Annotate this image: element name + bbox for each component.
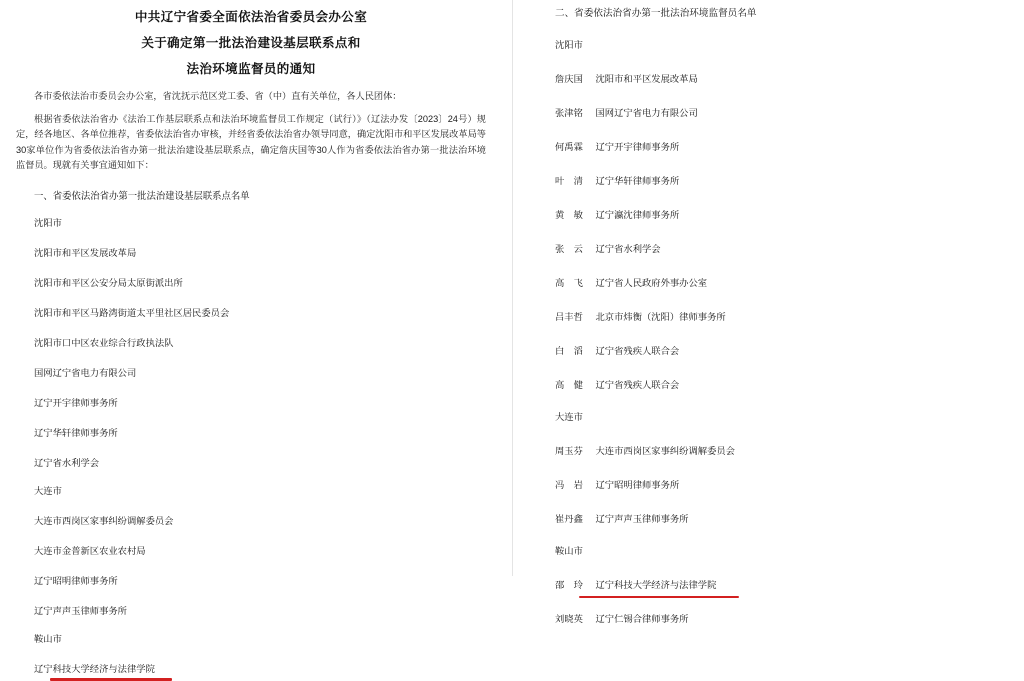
person-name: 詹庆国 xyxy=(555,74,583,84)
list-item xyxy=(537,378,998,393)
red-underline-annotation xyxy=(579,596,739,599)
person-org: 辽宁开宇律师事务所 xyxy=(595,142,680,152)
person-name: 周玉芬 xyxy=(555,446,583,456)
list-item: 辽宁昭明律师事务所 xyxy=(34,575,118,586)
list-item-highlighted xyxy=(537,578,998,593)
person-org: 辽宁省残疾人联合会 xyxy=(595,380,680,390)
city-dalian: 大连市 xyxy=(555,412,583,422)
person-name: 高 飞 xyxy=(555,278,583,288)
list-item xyxy=(537,612,998,627)
list-item: 辽宁华轩律师事务所 xyxy=(34,427,118,438)
list-item xyxy=(537,344,998,359)
list-item: 辽宁开宇律师事务所 xyxy=(34,397,118,408)
list-item: 沈阳市口中区农业综合行政执法队 xyxy=(34,337,174,348)
city-anshan: 鞍山市 xyxy=(555,546,583,556)
list-item: 大连市西岗区家事纠纷调解委员会 xyxy=(34,515,174,526)
list-item xyxy=(537,208,998,223)
person-name: 刘晓英 xyxy=(555,614,583,624)
body-paragraph: 根据省委依法治省办《法治工作基层联系点和法治环境监督员工作规定（试行）》（辽法办发〔2023〕24号）规定，经各地区、各单位推荐，省委依法治省办审核，并经省委依法治省办领导同意，确定沈阳市和平区发展改革局等30家单位作为省委依法治省办第一批法治建设基层联系点，确定詹庆国等30人作为省委依法治省办第一批法治环境监督员。现就有关事宜通知如下： xyxy=(16,113,486,170)
person-org: 辽宁昭明律师事务所 xyxy=(595,480,680,490)
left-column xyxy=(0,0,512,674)
list-item xyxy=(537,478,998,493)
list-item xyxy=(537,276,998,291)
person-name: 张 云 xyxy=(555,244,583,254)
person-org: 国网辽宁省电力有限公司 xyxy=(595,108,698,118)
person-name: 黄 敏 xyxy=(555,210,583,220)
city-dalian: 大连市 xyxy=(34,485,62,496)
person-name: 叶 清 xyxy=(555,176,583,186)
person-org: 大连市西岗区家事纠纷调解委员会 xyxy=(595,446,735,456)
list-item: 沈阳市和平区发展改革局 xyxy=(34,247,137,258)
person-org: 辽宁科技大学经济与法律学院 xyxy=(595,580,717,590)
list-item xyxy=(537,444,998,459)
city-shenyang: 沈阳市 xyxy=(555,40,583,50)
city-shenyang: 沈阳市 xyxy=(34,217,62,228)
person-name: 何禹霖 xyxy=(555,142,583,152)
salutation: 各市委依法治市委员会办公室，省沈抚示范区党工委、省（中）直有关单位，各人民团体： xyxy=(34,91,402,101)
person-org: 辽宁声声玉律师事务所 xyxy=(595,514,689,524)
list-item: 沈阳市和平区马路湾街道太平里社区居民委员会 xyxy=(34,307,230,318)
left-section-heading: 一、省委依法治省办第一批法治建设基层联系点名单 xyxy=(34,189,250,201)
person-name: 冯 岩 xyxy=(555,480,583,490)
person-name: 邵 玲 xyxy=(555,580,583,590)
person-name: 白 滔 xyxy=(555,346,583,356)
list-item: 辽宁省水利学会 xyxy=(34,457,100,468)
person-name: 吕丰哲 xyxy=(555,312,583,322)
city-anshan: 鞍山市 xyxy=(34,633,62,644)
list-item xyxy=(537,512,998,527)
list-item: 大连市金普新区农业农村局 xyxy=(34,545,146,556)
person-name: 高 健 xyxy=(555,380,583,390)
right-column xyxy=(512,0,1024,624)
list-item xyxy=(537,174,998,189)
person-org: 辽宁瀛沈律师事务所 xyxy=(595,210,680,220)
list-item-highlighted xyxy=(16,662,486,677)
list-item xyxy=(537,242,998,257)
list-item: 沈阳市和平区公安分局太原街派出所 xyxy=(34,277,183,288)
person-name: 崔丹鑫 xyxy=(555,514,583,524)
list-item: 辽宁声声玉律师事务所 xyxy=(34,605,127,616)
list-item xyxy=(537,310,998,325)
list-item xyxy=(537,106,998,121)
list-item xyxy=(537,140,998,155)
title-line-2: 关于确定第一批法治建设基层联系点和 xyxy=(141,36,361,50)
document-title xyxy=(16,4,486,82)
person-org: 沈阳市和平区发展改革局 xyxy=(595,74,698,84)
person-org: 辽宁省残疾人联合会 xyxy=(595,346,680,356)
person-org: 辽宁省水利学会 xyxy=(595,244,661,254)
red-underline-annotation xyxy=(50,678,172,681)
person-name: 张津铭 xyxy=(555,108,583,118)
title-line-1: 中共辽宁省委全面依法治省委员会办公室 xyxy=(134,10,368,24)
list-item xyxy=(537,72,998,87)
person-org: 辽宁仁锡合律师事务所 xyxy=(595,614,689,624)
list-item: 国网辽宁省电力有限公司 xyxy=(34,367,137,378)
person-org: 北京市炜衡（沈阳）律师事务所 xyxy=(595,312,726,322)
person-org: 辽宁省人民政府外事办公室 xyxy=(595,278,708,288)
right-section-heading: 二、省委依法治省办第一批法治环境监督员名单 xyxy=(555,8,757,19)
title-line-3: 法治环境监督员的通知 xyxy=(186,62,316,76)
list-item-label: 辽宁科技大学经济与法律学院 xyxy=(34,663,155,674)
person-org: 辽宁华轩律师事务所 xyxy=(595,176,680,186)
